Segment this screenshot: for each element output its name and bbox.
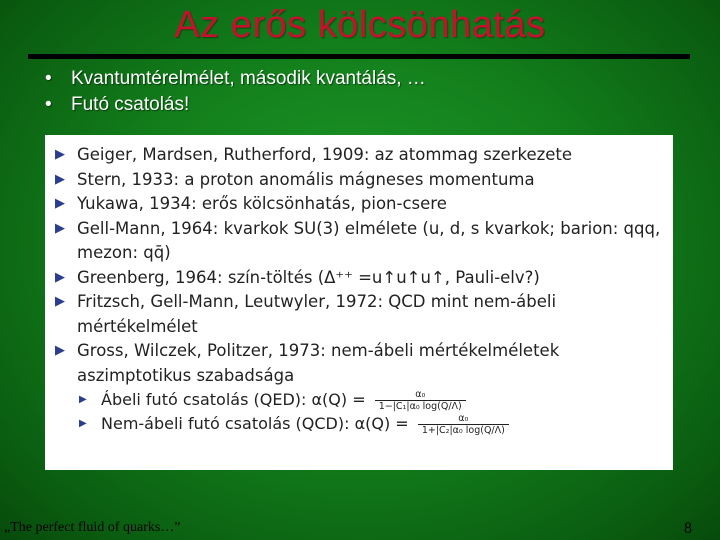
formula-item-qed: ▶ Ábeli futó csatolás (QED): α(Q) = $\frac{\text{α₀}}{\text{1−|C₁|α₀ log(Q/Λ)}}$ — [53, 388, 663, 412]
formula-item-qcd: ▶ Nem-ábeli futó csatolás (QCD): α(Q) = $\frac{\text{α₀}}{\text{1+|C₂|α₀ log(Q/Λ)}}$ — [53, 412, 663, 436]
triangle-bullet-icon: ▶ — [55, 171, 65, 187]
slide-title: Az erős kölcsönhatás — [174, 4, 546, 46]
triangle-bullet-icon: ▶ — [55, 147, 65, 162]
bullet-dot-icon: • — [45, 94, 52, 115]
history-item: ▶ Geiger, Mardsen, Rutherford, 1909: az atommag szerkezete — [53, 143, 663, 168]
history-item: ▶ Greenberg, 1964: szín-töltés (Δ⁺⁺ =u↑u↑u↑, Pauli-elv?) — [53, 266, 663, 291]
history-item-continuation: mezon: qq̄) — [77, 243, 171, 262]
history-item: ▶ Gross, Wilczek, Politzer, 1973: nem-ábeli mértékelméletek — [53, 339, 663, 364]
bullet-item: • Kvantumtérelmélet, második kvantálás, … — [45, 66, 426, 92]
qed-fraction: $\frac{\text{α₀}}{\text{1−|C₁|α₀ log(Q/Λ)}}$ — [375, 389, 466, 412]
history-item: ▶ Stern, 1933: a proton anomális mágneses momentuma — [53, 168, 663, 193]
triangle-bullet-icon: ▶ — [55, 343, 65, 358]
triangle-bullet-icon: ▶ — [55, 269, 65, 285]
history-item-continuation: mértékelmélet — [77, 316, 198, 336]
bullet-item: • Futó csatolás! — [45, 92, 426, 118]
triangle-bullet-icon: ▶ — [79, 394, 87, 405]
history-item: ▶ Yukawa, 1934: erős kölcsönhatás, pion-csere — [53, 192, 663, 217]
title-divider — [28, 54, 690, 59]
triangle-bullet-icon: ▶ — [79, 418, 87, 429]
page-number: 8 — [684, 520, 692, 537]
bullet-dot-icon: • — [45, 68, 52, 89]
history-box — [45, 135, 673, 470]
qcd-fraction: $\frac{\text{α₀}}{\text{1+|C₂|α₀ log(Q/Λ)}}$ — [418, 413, 509, 436]
footer-quote: „The perfect fluid of quarks…” — [4, 520, 181, 535]
history-item: ▶ Gell-Mann, 1964: kvarkok SU(3) elmélete (u, d, s kvarkok; barion: qqq, — [53, 217, 663, 242]
triangle-bullet-icon: ▶ — [55, 220, 65, 236]
triangle-bullet-icon: ▶ — [55, 196, 65, 211]
history-item-continuation: aszimptotikus szabadsága — [77, 365, 295, 385]
triangle-bullet-icon: ▶ — [55, 294, 65, 309]
bullet-list — [45, 66, 426, 118]
history-item: ▶ Fritzsch, Gell-Mann, Leutwyler, 1972: QCD mint nem-ábeli — [53, 290, 663, 315]
